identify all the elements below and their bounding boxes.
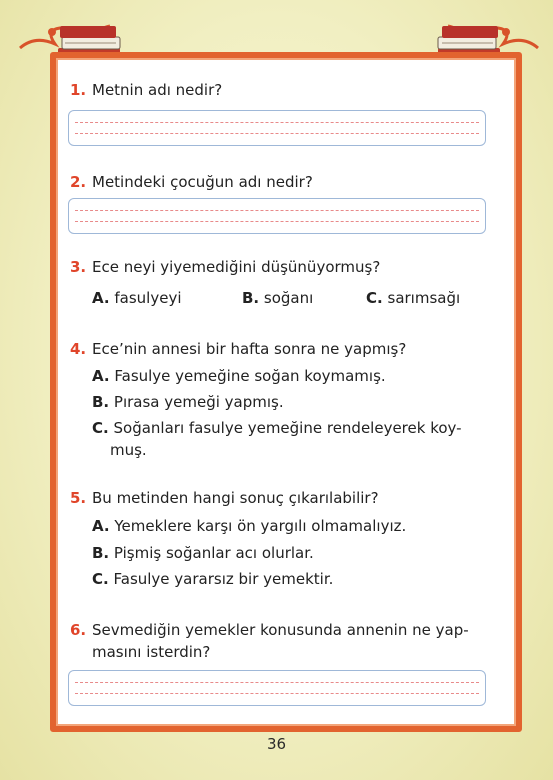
question-6: [70, 620, 469, 640]
question-text: Ece neyi yiyemediğini düşünüyormuş?: [92, 258, 381, 276]
option-4c[interactable]: [92, 418, 462, 438]
option-text: fasulyeyi: [114, 289, 182, 307]
page-number: 36: [266, 735, 287, 753]
question-2: [70, 172, 313, 192]
question-text: Metnin adı nedir?: [92, 81, 223, 99]
option-4b[interactable]: [92, 392, 284, 412]
option-letter: C.: [366, 289, 383, 307]
option-text: Yemeklere karşı ön yargılı olmamalıyız.: [114, 517, 407, 535]
answer-field-1[interactable]: [68, 110, 486, 146]
question-3: [70, 257, 380, 277]
question-number: 2.: [70, 173, 87, 191]
option-5b[interactable]: [92, 543, 314, 563]
question-number: 4.: [70, 340, 87, 358]
option-text: Soğanları fasulye yemeğine rendeleyerek koy-: [113, 419, 462, 437]
option-text: Fasulye yararsız bir yemektir.: [113, 570, 334, 588]
question-text: Metindeki çocuğun adı nedir?: [92, 173, 313, 191]
option-letter: A.: [92, 367, 110, 385]
option-3c[interactable]: [366, 288, 460, 308]
question-number: 6.: [70, 621, 87, 639]
option-letter: A.: [92, 517, 110, 535]
question-number: 3.: [70, 258, 87, 276]
option-letter: C.: [92, 570, 109, 588]
option-text: Pişmiş soğanlar acı olurlar.: [113, 544, 314, 562]
question-text: Sevmediğin yemekler konusunda annenin ne yap-: [92, 621, 469, 639]
question-text: masını isterdin?: [92, 643, 211, 661]
question-4: [70, 339, 406, 359]
option-letter: B.: [242, 289, 260, 307]
option-3b[interactable]: [242, 288, 313, 308]
question-text: Ece’nin annesi bir hafta sonra ne yapmış?: [92, 340, 407, 358]
option-text: soğanı: [263, 289, 314, 307]
option-3a[interactable]: [92, 288, 182, 308]
option-4a[interactable]: [92, 366, 386, 386]
option-5c[interactable]: [92, 569, 333, 589]
option-text: sarımsağı: [387, 289, 461, 307]
question-number: 1.: [70, 81, 87, 99]
question-5: [70, 488, 379, 508]
answer-field-6[interactable]: [68, 670, 486, 706]
answer-field-2[interactable]: [68, 198, 486, 234]
question-6-continuation: [92, 642, 210, 662]
question-text: Bu metinden hangi sonuç çıkarılabilir?: [92, 489, 379, 507]
option-4c-continuation: [110, 440, 147, 460]
option-letter: C.: [92, 419, 109, 437]
option-letter: B.: [92, 544, 110, 562]
option-5a[interactable]: [92, 516, 406, 536]
option-letter: B.: [92, 393, 110, 411]
question-1: [70, 80, 222, 100]
question-number: 5.: [70, 489, 87, 507]
option-text: Fasulye yemeğine soğan koymamış.: [114, 367, 386, 385]
option-text: Pırasa yemeği yapmış.: [113, 393, 284, 411]
option-letter: A.: [92, 289, 110, 307]
option-text: muş.: [110, 441, 147, 459]
